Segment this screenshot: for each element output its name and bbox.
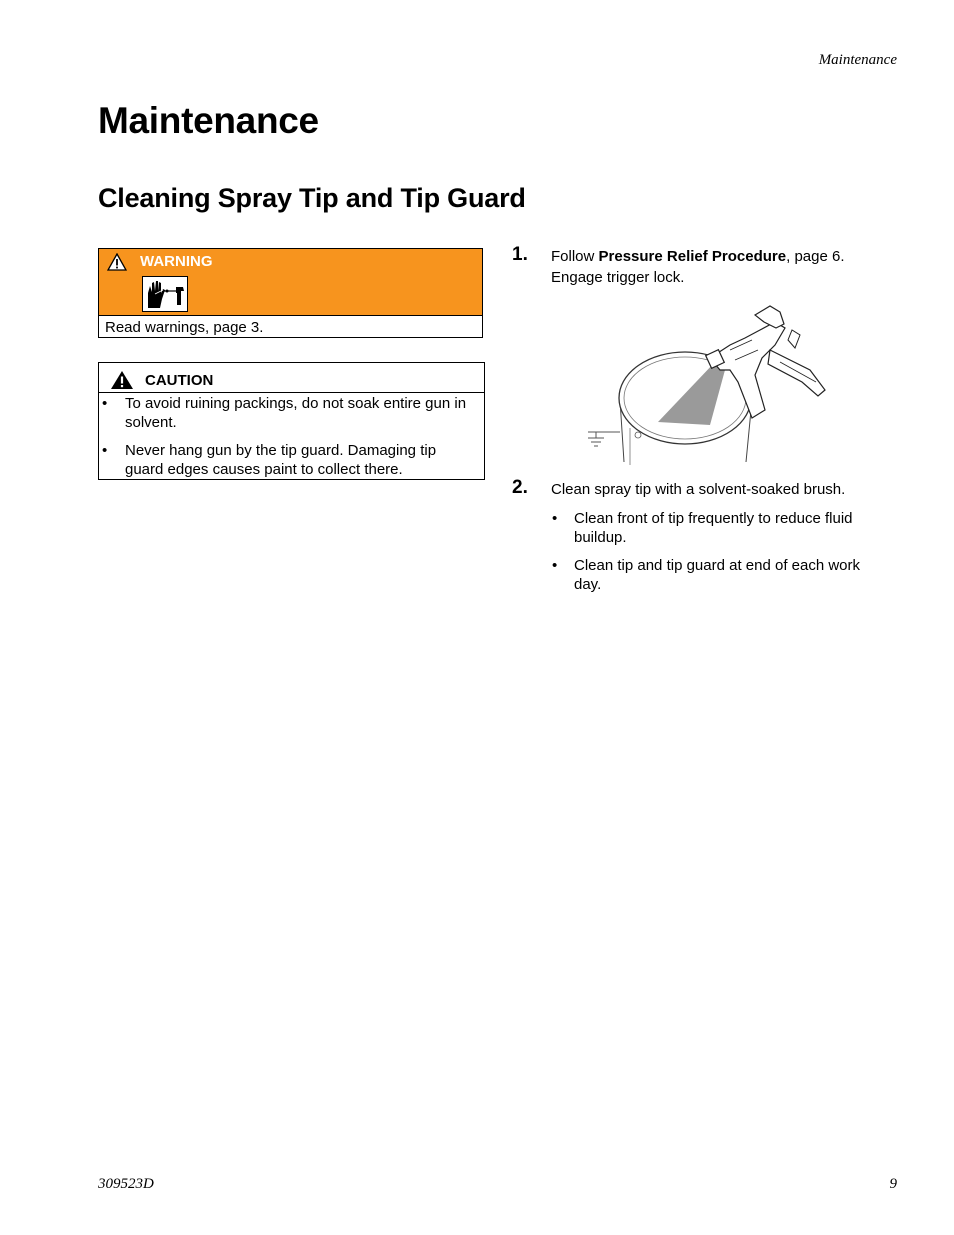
running-header: Maintenance [818,52,897,68]
spray-gun-pail-illustration [580,300,830,465]
list-item: • To avoid ruining packings, do not soak entire gun in solvent. [102,395,467,431]
caution-label: CAUTION [145,372,214,389]
list-item: • Never hang gun by the tip guard. Damaging tip guard edges causes paint to collect there. [102,442,437,478]
warning-header [99,249,482,316]
warning-triangle-icon [107,253,127,271]
skin-injection-hazard-icon [142,276,188,312]
warning-box [98,248,483,338]
step-1-number: 1. [512,244,528,265]
document-number: 309523D [98,1176,154,1192]
caution-triangle-icon [110,370,134,390]
list-item: • Clean tip and tip guard at end of each work day. [552,557,861,593]
caution-box [98,362,485,480]
step-2-text: Clean spray tip with a solvent-soaked brush. [551,481,846,498]
bullet-icon: • [102,442,108,459]
section-title: Cleaning Spray Tip and Tip Guard [98,183,526,213]
caution-list [99,394,484,488]
page-number: 9 [889,1176,897,1192]
step-2-number: 2. [512,477,528,498]
step-1-text: Follow Pressure Relief Procedure, page 6. Engage trigger lock. [551,248,845,286]
bullet-icon: • [552,510,558,527]
warning-label: WARNING [140,253,213,270]
caution-header [99,363,484,393]
bullet-icon: • [552,557,558,574]
step-1-link-text: Pressure Relief Procedure [598,248,787,265]
page-title: Maintenance [98,100,319,141]
step-2-list [549,509,889,603]
bullet-icon: • [102,395,108,412]
list-item: • Clean front of tip frequently to reduce fluid buildup. [552,510,853,546]
warning-text: Read warnings, page 3. [105,319,264,336]
